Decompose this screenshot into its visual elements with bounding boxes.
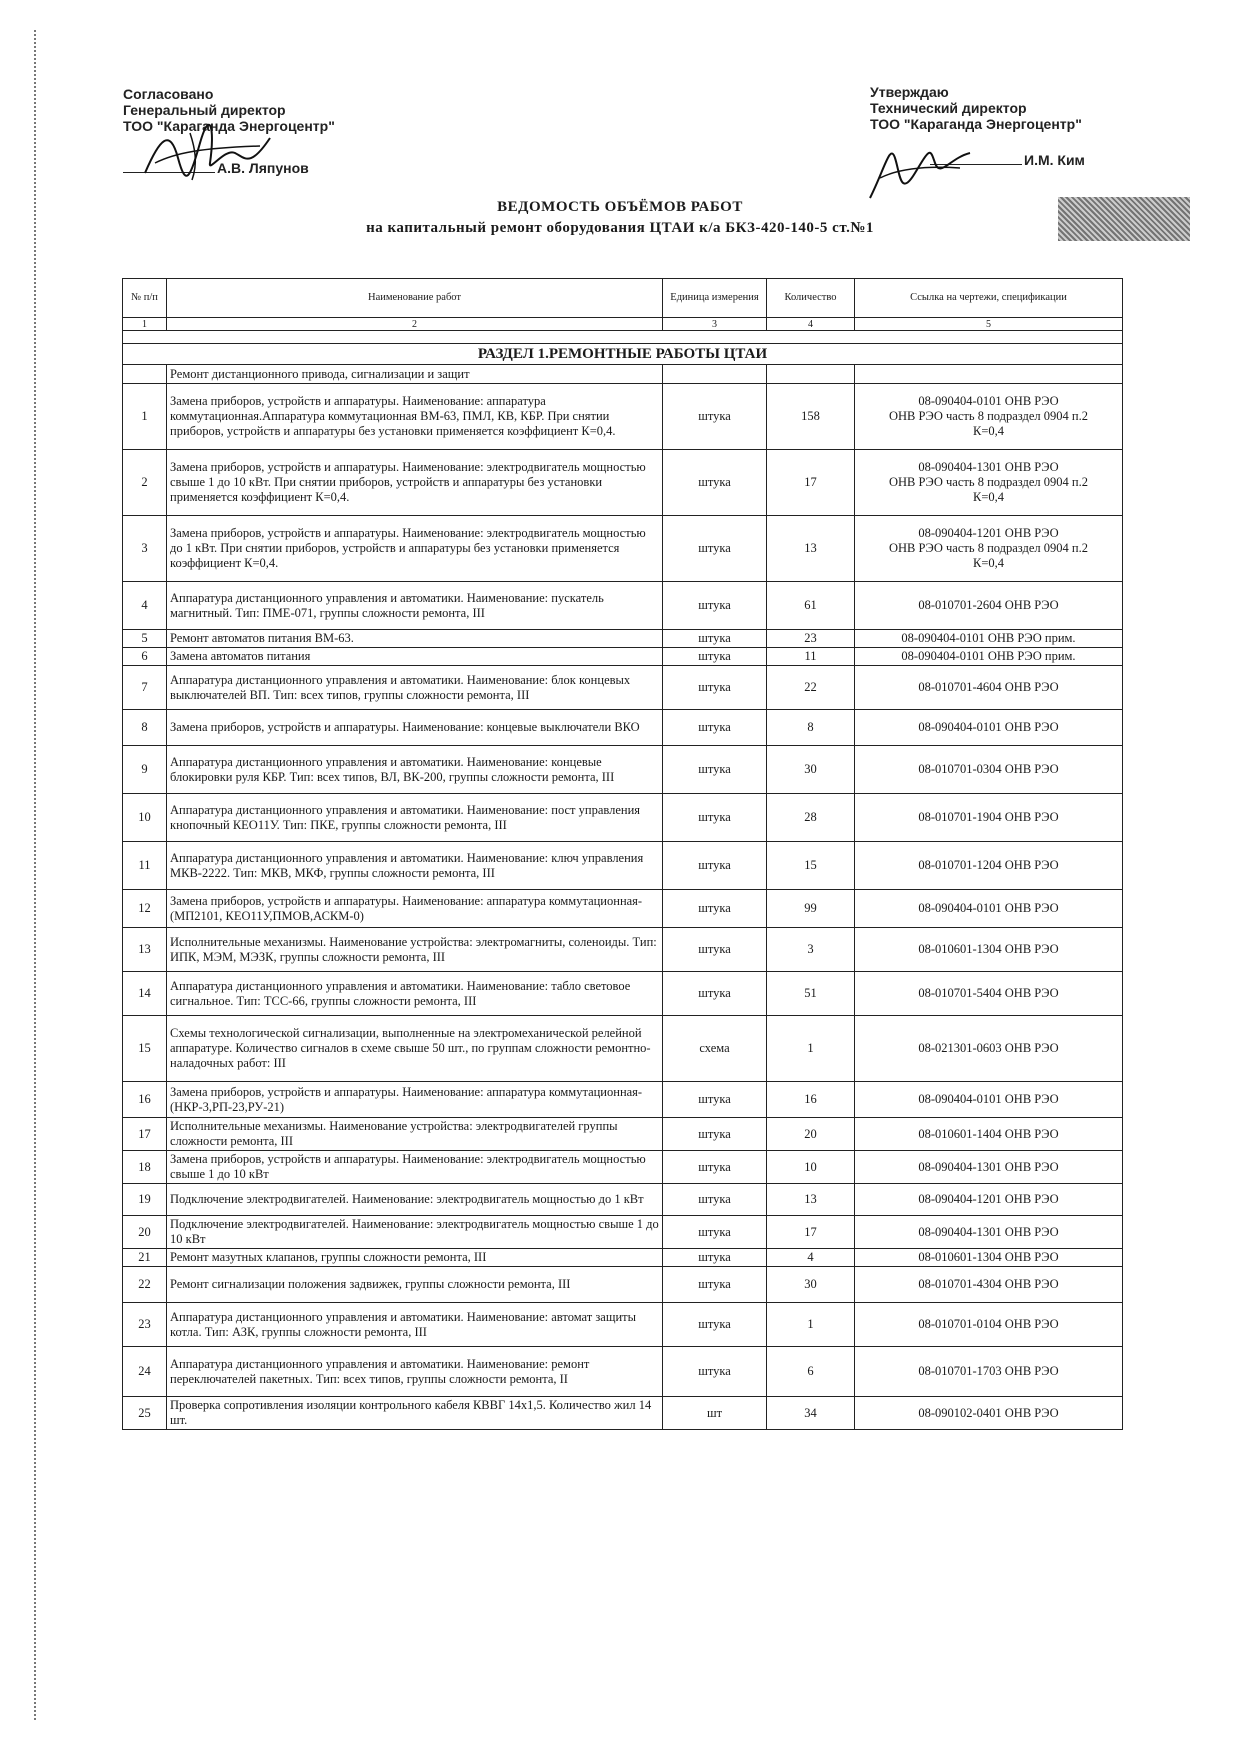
- row-unit: штука: [663, 1184, 767, 1216]
- col-number-1: 1: [123, 318, 167, 331]
- row-unit: штука: [663, 666, 767, 710]
- row-number: 5: [123, 630, 167, 648]
- row-reference: 08-090404-1301 ОНВ РЭО: [855, 1151, 1123, 1184]
- row-unit: штука: [663, 1151, 767, 1184]
- row-quantity: 61: [767, 582, 855, 630]
- row-work-name: Аппаратура дистанционного управления и автоматики. Наименование: пост управления кнопочный КЕО11У. Тип: ПКЕ, группы сложности ремонта, III: [167, 794, 663, 842]
- table-row: [123, 1016, 1123, 1082]
- table-row: [123, 648, 1123, 666]
- row-number: 23: [123, 1303, 167, 1347]
- table-row: [123, 630, 1123, 648]
- row-quantity: 17: [767, 1216, 855, 1249]
- row-number: 25: [123, 1397, 167, 1430]
- row-work-name: Проверка сопротивления изоляции контрольного кабеля КВВГ 14х1,5. Количество жил 14 шт.: [167, 1397, 663, 1430]
- table-row: [123, 1118, 1123, 1151]
- row-reference: 08-090404-0101 ОНВ РЭО прим.: [855, 630, 1123, 648]
- table-row: [123, 1151, 1123, 1184]
- row-quantity: 99: [767, 890, 855, 928]
- row-reference: 08-010701-1904 ОНВ РЭО: [855, 794, 1123, 842]
- row-quantity: 34: [767, 1397, 855, 1430]
- row-quantity: 1: [767, 1303, 855, 1347]
- row-reference: 08-090404-1301 ОНВ РЭО: [855, 1216, 1123, 1249]
- row-number: 11: [123, 842, 167, 890]
- row-work-name: Ремонт автоматов питания ВМ-63.: [167, 630, 663, 648]
- table-row: [123, 746, 1123, 794]
- row-work-name: Подключение электродвигателей. Наименование: электродвигатель мощностью свыше 1 до 10 кВт: [167, 1216, 663, 1249]
- row-reference: 08-010601-1304 ОНВ РЭО: [855, 1249, 1123, 1267]
- row-quantity: 16: [767, 1082, 855, 1118]
- row-quantity: 8: [767, 710, 855, 746]
- row-work-name: Ремонт мазутных клапанов, группы сложности ремонта, III: [167, 1249, 663, 1267]
- row-unit: штука: [663, 1216, 767, 1249]
- table-row: [123, 890, 1123, 928]
- row-reference: 08-090404-1201 ОНВ РЭО ОНВ РЭО часть 8 подраздел 0904 п.2 К=0,4: [855, 516, 1123, 582]
- row-work-name: Замена приборов, устройств и аппаратуры. Наименование: аппаратура коммутационная-(МП2101, КЕО11У,ПМОВ,АСКМ-0): [167, 890, 663, 928]
- row-reference: 08-090404-0101 ОНВ РЭО прим.: [855, 648, 1123, 666]
- row-reference: 08-090404-0101 ОНВ РЭО ОНВ РЭО часть 8 подраздел 0904 п.2 К=0,4: [855, 384, 1123, 450]
- row-reference: 08-010701-1204 ОНВ РЭО: [855, 842, 1123, 890]
- signature-right: [860, 138, 980, 208]
- row-number: 4: [123, 582, 167, 630]
- row-unit: схема: [663, 1016, 767, 1082]
- row-number: 1: [123, 384, 167, 450]
- row-unit: штука: [663, 842, 767, 890]
- table-row: [123, 1082, 1123, 1118]
- row-quantity: 13: [767, 516, 855, 582]
- row-quantity: 1: [767, 1016, 855, 1082]
- signature-left: [140, 118, 280, 188]
- approval-left-position: Генеральный директор: [123, 102, 286, 118]
- row-quantity: 30: [767, 1267, 855, 1303]
- row-quantity: 13: [767, 1184, 855, 1216]
- approval-left-organization: ТОО "Караганда Энергоцентр": [123, 118, 335, 134]
- header-name: Наименование работ: [167, 279, 663, 318]
- row-number: 10: [123, 794, 167, 842]
- row-work-name: Подключение электродвигателей. Наименование: электродвигатель мощностью до 1 кВт: [167, 1184, 663, 1216]
- col-number-3: 3: [663, 318, 767, 331]
- approval-right-name: И.М. Ким: [1024, 152, 1085, 168]
- row-work-name: Аппаратура дистанционного управления и автоматики. Наименование: концевые блокировки руля КБР. Тип: всех типов, ВЛ, ВК-200, группы сложности ремонта, III: [167, 746, 663, 794]
- section-row: [123, 344, 1123, 365]
- row-number: 13: [123, 928, 167, 972]
- table-row: [123, 1347, 1123, 1397]
- row-work-name: Аппаратура дистанционного управления и автоматики. Наименование: табло световое сигнальное. Тип: ТСС-66, группы сложности ремонта, III: [167, 972, 663, 1016]
- row-number: 18: [123, 1151, 167, 1184]
- row-work-name: Замена автоматов питания: [167, 648, 663, 666]
- row-unit: штука: [663, 1267, 767, 1303]
- table-row: [123, 1216, 1123, 1249]
- approval-right-status: Утверждаю: [870, 84, 949, 100]
- col-number-5: 5: [855, 318, 1123, 331]
- row-number: 12: [123, 890, 167, 928]
- row-unit: штука: [663, 928, 767, 972]
- row-unit: шт: [663, 1397, 767, 1430]
- approval-left-name: А.В. Ляпунов: [217, 160, 309, 176]
- row-number: 24: [123, 1347, 167, 1397]
- document-title: ВЕДОМОСТЬ ОБЪЁМОВ РАБОТ: [497, 199, 743, 215]
- row-number: 20: [123, 1216, 167, 1249]
- row-number: 15: [123, 1016, 167, 1082]
- row-reference: 08-090404-0101 ОНВ РЭО: [855, 1082, 1123, 1118]
- col-number-2: 2: [167, 318, 663, 331]
- row-reference: 08-090404-0101 ОНВ РЭО: [855, 710, 1123, 746]
- table-row: [123, 1184, 1123, 1216]
- header-unit: Единица измерения: [663, 279, 767, 318]
- row-unit: штука: [663, 746, 767, 794]
- row-work-name: Замена приборов, устройств и аппаратуры. Наименование: концевые выключатели ВКО: [167, 710, 663, 746]
- row-work-name: Схемы технологической сигнализации, выполненные на электромеханической релейной аппаратуре. Количество сигналов в схеме свыше 50 шт., по группам сложности ремонтно-наладочных работ: III: [167, 1016, 663, 1082]
- row-number: 6: [123, 648, 167, 666]
- row-reference: 08-090404-1201 ОНВ РЭО: [855, 1184, 1123, 1216]
- row-work-name: Аппаратура дистанционного управления и автоматики. Наименование: блок концевых выключателей ВП. Тип: всех типов, группы сложности ремонта, III: [167, 666, 663, 710]
- row-unit: штука: [663, 582, 767, 630]
- row-work-name: Аппаратура дистанционного управления и автоматики. Наименование: ремонт переключателей пакетных. Тип: всех типов, группы сложности ремонта, II: [167, 1347, 663, 1397]
- row-reference: 08-090404-1301 ОНВ РЭО ОНВ РЭО часть 8 подраздел 0904 п.2 К=0,4: [855, 450, 1123, 516]
- row-work-name: Аппаратура дистанционного управления и автоматики. Наименование: ключ управления МКВ-2222. Тип: МКВ, МКФ, группы сложности ремонта, III: [167, 842, 663, 890]
- row-number: 21: [123, 1249, 167, 1267]
- header-ref: Ссылка на чертежи, спецификации: [855, 279, 1123, 318]
- row-number: 8: [123, 710, 167, 746]
- row-quantity: 20: [767, 1118, 855, 1151]
- table-row: [123, 842, 1123, 890]
- row-work-name: Замена приборов, устройств и аппаратуры. Наименование: электродвигатель мощностью до 1 кВт. При снятии приборов, устройств и аппаратуры без установки применяется коэффициент К=0,4.: [167, 516, 663, 582]
- row-quantity: 22: [767, 666, 855, 710]
- row-quantity: 158: [767, 384, 855, 450]
- row-unit: штука: [663, 1347, 767, 1397]
- table-row: [123, 516, 1123, 582]
- row-reference: 08-090404-0101 ОНВ РЭО: [855, 890, 1123, 928]
- row-reference: 08-090102-0401 ОНВ РЭО: [855, 1397, 1123, 1430]
- row-work-name: Исполнительные механизмы. Наименование устройства: электромагниты, соленоиды. Тип: ИПК, МЭМ, МЭЗК, группы сложности ремонта, III: [167, 928, 663, 972]
- row-work-name: Аппаратура дистанционного управления и автоматики. Наименование: автомат защиты котла. Тип: АЗК, группы сложности ремонта, III: [167, 1303, 663, 1347]
- row-unit: штука: [663, 384, 767, 450]
- table-row: [123, 928, 1123, 972]
- document-subtitle: на капитальный ремонт оборудования ЦТАИ к/а БКЗ-420-140-5 ст.№1: [366, 220, 874, 236]
- row-number: 2: [123, 450, 167, 516]
- row-quantity: 17: [767, 450, 855, 516]
- row-quantity: 3: [767, 928, 855, 972]
- row-number: 17: [123, 1118, 167, 1151]
- row-number: 19: [123, 1184, 167, 1216]
- column-number-row: [123, 318, 1123, 331]
- row-number: 3: [123, 516, 167, 582]
- table-row: [123, 972, 1123, 1016]
- row-unit: штука: [663, 794, 767, 842]
- row-reference: 08-021301-0603 ОНВ РЭО: [855, 1016, 1123, 1082]
- subsection-title: Ремонт дистанционного привода, сигнализации и защит: [167, 365, 663, 384]
- row-unit: штука: [663, 648, 767, 666]
- table-row: [123, 384, 1123, 450]
- header-no: № п/п: [123, 279, 167, 318]
- page-edge-scan-artifact: [34, 30, 38, 1720]
- row-reference: 08-010701-0104 ОНВ РЭО: [855, 1303, 1123, 1347]
- row-reference: 08-010701-0304 ОНВ РЭО: [855, 746, 1123, 794]
- row-reference: 08-010601-1304 ОНВ РЭО: [855, 928, 1123, 972]
- table-row: [123, 710, 1123, 746]
- row-reference: 08-010701-2604 ОНВ РЭО: [855, 582, 1123, 630]
- row-reference: 08-010701-4604 ОНВ РЭО: [855, 666, 1123, 710]
- subsection-row: [123, 365, 1123, 384]
- row-quantity: 10: [767, 1151, 855, 1184]
- row-quantity: 30: [767, 746, 855, 794]
- row-reference: 08-010701-1703 ОНВ РЭО: [855, 1347, 1123, 1397]
- row-quantity: 23: [767, 630, 855, 648]
- work-volume-table: [122, 278, 1123, 1430]
- row-number: 14: [123, 972, 167, 1016]
- row-work-name: Ремонт сигнализации положения задвижек, группы сложности ремонта, III: [167, 1267, 663, 1303]
- approval-right-organization: ТОО "Караганда Энергоцентр": [870, 116, 1082, 132]
- row-reference: 08-010701-4304 ОНВ РЭО: [855, 1267, 1123, 1303]
- row-work-name: Замена приборов, устройств и аппаратуры. Наименование: электродвигатель мощностью свыше 1 до 10 кВт. При снятии приборов, устройств и аппаратуры без установки применяется коэффициент К=0,4.: [167, 450, 663, 516]
- row-quantity: 28: [767, 794, 855, 842]
- row-unit: штука: [663, 630, 767, 648]
- col-number-4: 4: [767, 318, 855, 331]
- row-number: 7: [123, 666, 167, 710]
- row-work-name: Замена приборов, устройств и аппаратуры. Наименование: аппаратура коммутационная-(НКР-3,РП-23,РУ-21): [167, 1082, 663, 1118]
- row-quantity: 51: [767, 972, 855, 1016]
- row-work-name: Исполнительные механизмы. Наименование устройства: электродвигателей группы сложности ремонта, III: [167, 1118, 663, 1151]
- row-quantity: 6: [767, 1347, 855, 1397]
- table-row: [123, 1249, 1123, 1267]
- table-row: [123, 450, 1123, 516]
- row-unit: штука: [663, 710, 767, 746]
- row-work-name: Замена приборов, устройств и аппаратуры. Наименование: электродвигатель мощностью свыше 1 до 10 кВт: [167, 1151, 663, 1184]
- row-unit: штука: [663, 1249, 767, 1267]
- row-unit: штука: [663, 890, 767, 928]
- table-row: [123, 794, 1123, 842]
- table-header-row: [123, 279, 1123, 318]
- row-quantity: 11: [767, 648, 855, 666]
- table-row: [123, 582, 1123, 630]
- row-number: 9: [123, 746, 167, 794]
- row-unit: штука: [663, 450, 767, 516]
- row-quantity: 4: [767, 1249, 855, 1267]
- row-number: 22: [123, 1267, 167, 1303]
- row-reference: 08-010601-1404 ОНВ РЭО: [855, 1118, 1123, 1151]
- row-work-name: Замена приборов, устройств и аппаратуры. Наименование: аппаратура коммутационная.Аппаратура коммутационная ВМ-63, ПМЛ, КВ, КБР. При снятии приборов, устройств и аппаратуры без установки применяется коэффициент К=0,4.: [167, 384, 663, 450]
- section-title: РАЗДЕЛ 1.РЕМОНТНЫЕ РАБОТЫ ЦТАИ: [123, 344, 1123, 365]
- table-row: [123, 1267, 1123, 1303]
- approval-left-status: Согласовано: [123, 86, 214, 102]
- spacer-row: [123, 331, 1123, 344]
- row-unit: штука: [663, 1303, 767, 1347]
- row-reference: 08-010701-5404 ОНВ РЭО: [855, 972, 1123, 1016]
- row-work-name: Аппаратура дистанционного управления и автоматики. Наименование: пускатель магнитный. Тип: ПМЕ-071, группы сложности ремонта, III: [167, 582, 663, 630]
- row-unit: штука: [663, 1082, 767, 1118]
- row-number: 16: [123, 1082, 167, 1118]
- table-row: [123, 1397, 1123, 1430]
- row-unit: штука: [663, 516, 767, 582]
- row-unit: штука: [663, 972, 767, 1016]
- approval-right-position: Технический директор: [870, 100, 1027, 116]
- header-qty: Количество: [767, 279, 855, 318]
- row-quantity: 15: [767, 842, 855, 890]
- row-unit: штука: [663, 1118, 767, 1151]
- table-row: [123, 1303, 1123, 1347]
- table-row: [123, 666, 1123, 710]
